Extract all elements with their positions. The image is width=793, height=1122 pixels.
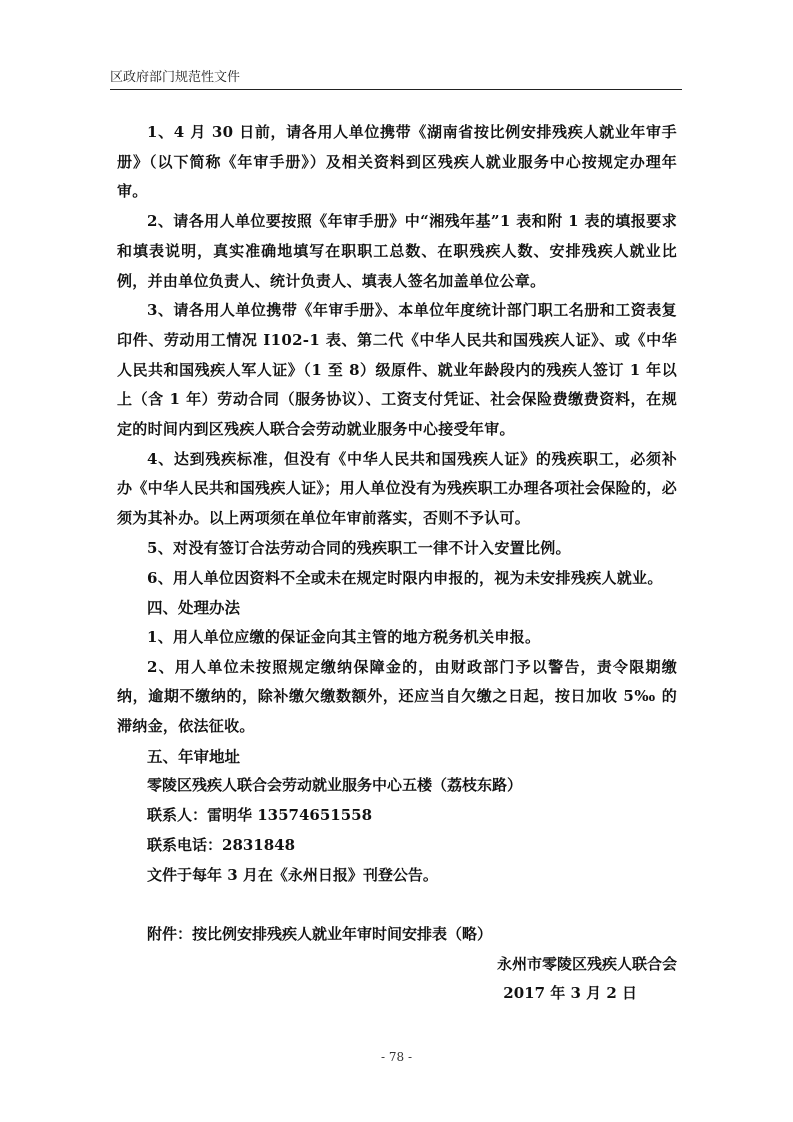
section-4-item-2: 2、用人单位未按照规定缴纳保障金的，由财政部门予以警告，责令限期缴纳，逾期不缴纳的，除补缴欠缴数额外，还应当自欠缴之日起，按日加收 5‰ 的滞纳金，依法征收。: [117, 657, 677, 736]
item-6: 6、用人单位因资料不全或未在规定时限内申报的，视为未安排残疾人就业。: [147, 568, 663, 587]
item-3: 3、请各用人单位携带《年审手册》、本单位年度统计部门职工名册和工资表复印件、劳动用工情况 I102-1 表、第二代《中华人民共和国残疾人证》、或《中华人民共和国残疾人军人证》（1 至 8）级原件、就业年龄段内的残疾人签订 1 年以上（含 1 年）劳动合同（服务协议）、工资支付凭证、社会保险费缴费资料，在规定的时间内到区残疾人联合会劳动就业服务中心接受年审。: [117, 301, 677, 439]
item-2: 2、请各用人单位要按照《年审手册》中“湘残年基”1 表和附 1 表的填报要求和填表说明，真实准确地填写在职职工总数、在职残疾人数、安排残疾人就业比例，并由单位负责人、统计负责人、填表人签名加盖单位公章。: [117, 212, 677, 290]
publication-notice: 文件于每年 3 月在《永州日报》刊登公告。: [147, 865, 438, 884]
address-line: 零陵区残疾人联合会劳动就业服务中心五楼（荔枝东路）: [147, 776, 523, 795]
page-header: 区政府部门规范性文件: [110, 70, 241, 85]
section-4-heading: 四、处理办法: [147, 598, 241, 618]
page-number: - 78 -: [380, 1050, 412, 1064]
contact-person-line: 联系人：雷明华 13574651558: [147, 806, 373, 825]
spacer: [117, 890, 677, 920]
document-body: [117, 118, 677, 1009]
item-4: 4、达到残疾标准，但没有《中华人民共和国残疾人证》的残疾职工，必须补办《中华人民共和国残疾人证》；用人单位没有为残疾职工办理各项社会保险的，必须为其补办。以上两项须在单位年审前落实，否则不予认可。: [117, 449, 677, 528]
contact-phone-line: 联系电话：2831848: [147, 835, 296, 854]
header-rule: [110, 89, 682, 90]
item-5: 5、对没有签订合法劳动合同的残疾职工一律不计入安置比例。: [147, 538, 571, 557]
section-4-item-1: 1、用人单位应缴的保证金向其主管的地方税务机关申报。: [147, 627, 541, 646]
attachment-line: 附件：按比例安排残疾人就业年审时间安排表（略）: [147, 924, 493, 943]
section-5-heading: 五、年审地址: [147, 746, 241, 766]
signature-date: 2017 年 3 月 2 日: [503, 984, 637, 1003]
signature-org: 永州市零陵区残疾人联合会: [496, 954, 677, 973]
item-1: 1、4 月 30 日前，请各用人单位携带《湖南省按比例安排残疾人就业年审手册》（以下简称《年审手册》）及相关资料到区残疾人就业服务中心按规定办理年审。: [117, 123, 677, 201]
